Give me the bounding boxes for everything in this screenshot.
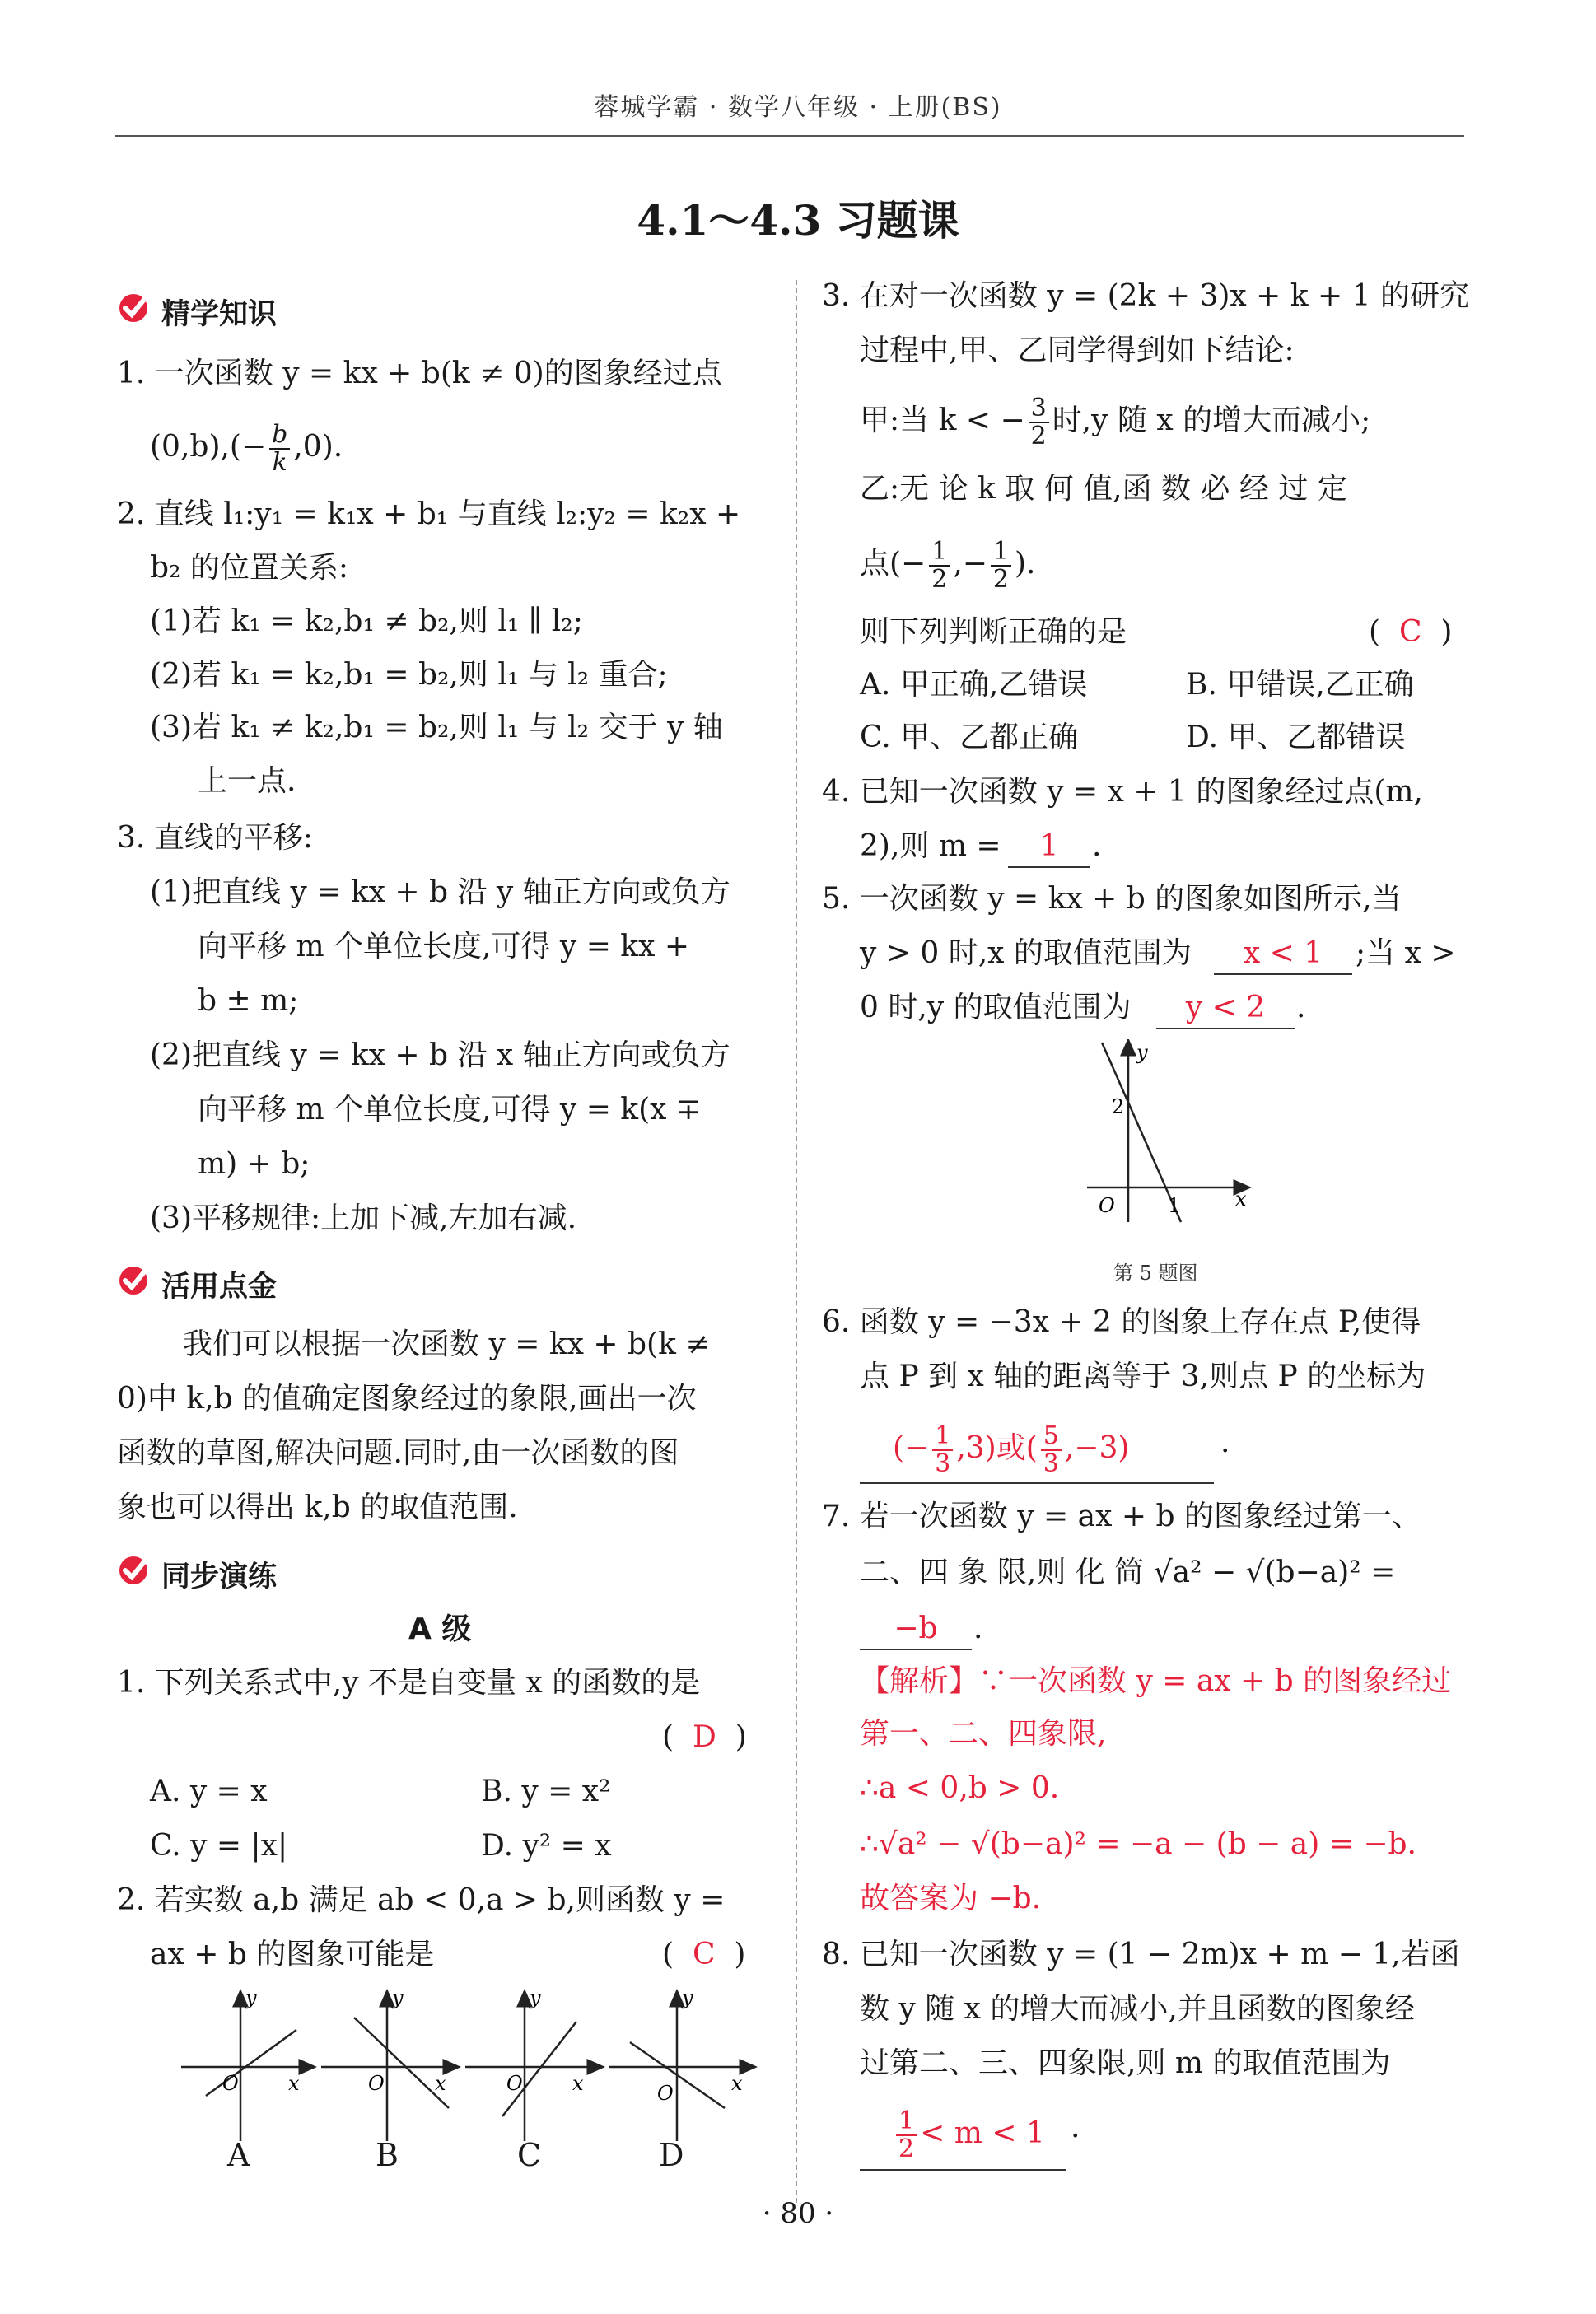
graph-label-d: D	[659, 2137, 684, 2173]
section-knowledge: 精学知识	[161, 298, 278, 331]
knowledge-2-item2: (2)若 k₁ = k₂,b₁ = b₂,则 l₁ 与 l₂ 重合;	[150, 658, 668, 692]
question-1: 1. 下列关系式中,y 不是自变量 x 的函数的是	[117, 1666, 701, 1700]
q7-solution-line5: 故答案为 −b.	[860, 1882, 1042, 1915]
question-3-prompt: 则下列判断正确的是	[860, 615, 1127, 649]
question-8-line2: 数 y 随 x 的增大而减小,并且函数的图象经	[860, 1992, 1415, 2026]
question-5-answer-1: x < 1	[1214, 934, 1352, 975]
q3-choice-b: B. 甲错误,乙正确	[1186, 668, 1414, 702]
knowledge-3-item3: (3)平移规律:上加下减,左加右减.	[150, 1201, 577, 1235]
knowledge-2-item3: (3)若 k₁ ≠ k₂,b₁ = b₂,则 l₁ 与 l₂ 交于 y 轴	[150, 711, 723, 744]
question-5-line3: 0 时,y 的取值范围为	[860, 991, 1132, 1024]
q2-graph-options	[173, 1985, 766, 2149]
question-7-period: .	[973, 1612, 983, 1645]
question-5-line2-tail: ;当 x >	[1356, 936, 1456, 970]
q7-solution-line3: ∴a < 0,b > 0.	[860, 1771, 1060, 1805]
knowledge-2-line2: b₂ 的位置关系:	[150, 551, 349, 585]
section-apply: 活用点金	[161, 1271, 278, 1304]
question-4-line2: 2),则 m =	[860, 829, 1001, 863]
check-badge-icon	[117, 290, 152, 324]
knowledge-3-line1: 3. 直线的平移:	[117, 821, 313, 855]
q5-figure	[1079, 1039, 1252, 1225]
svg-text:O: O	[222, 2072, 239, 2095]
svg-text:O: O	[1099, 1194, 1115, 1217]
question-3-line2: 过程中,甲、乙同学得到如下结论:	[860, 334, 1295, 367]
question-5-answer-2: y < 2	[1156, 988, 1295, 1029]
svg-text:x: x	[731, 2072, 743, 2095]
question-4-line1: 4. 已知一次函数 y = x + 1 的图象经过点(m,	[822, 775, 1423, 809]
question-2-line1: 2. 若实数 a,b 满足 ab < 0,a > b,则函数 y =	[117, 1883, 726, 1917]
page-number: · 80 ·	[762, 2197, 834, 2230]
svg-text:y: y	[392, 1986, 404, 2009]
q3-choice-a: A. 甲正确,乙错误	[860, 668, 1088, 702]
knowledge-2-item1: (1)若 k₁ = k₂,b₁ ≠ b₂,则 l₁ ∥ l₂;	[150, 604, 583, 638]
question-5-line2: y > 0 时,x 的取值范围为	[860, 936, 1192, 970]
q1-choice-a: A. y = x	[150, 1775, 268, 1808]
svg-text:x: x	[1235, 1187, 1247, 1211]
level-heading: A 级	[408, 1612, 472, 1646]
question-3-statement-yi: 乙:无 论 k 取 何 值,函 数 必 经 过 定	[860, 472, 1347, 506]
knowledge-1-line2: (0,b),(− $\frac{b}{k}$ ,0).	[150, 420, 343, 477]
q1-choice-c: C. y = |x|	[150, 1829, 288, 1863]
apply-paragraph-line3: 函数的草图,解决问题.同时,由一次函数的图	[117, 1436, 679, 1470]
knowledge-1-line1: 1. 一次函数 y = kx + b(k ≠ 0)的图象经过点	[117, 357, 722, 390]
section-practice: 同步演练	[161, 1561, 278, 1593]
graph-label-b: B	[376, 2137, 399, 2173]
svg-text:x: x	[435, 2072, 446, 2095]
question-7-line1: 7. 若一次函数 y = ax + b 的图象经过第一、	[822, 1500, 1421, 1533]
column-divider	[796, 280, 797, 2203]
svg-text:y: y	[245, 1986, 257, 2009]
question-5-line1: 5. 一次函数 y = kx + b 的图象如图所示,当	[822, 882, 1402, 916]
header-rule	[115, 135, 1464, 137]
question-5-period: .	[1296, 991, 1306, 1024]
graph-b	[321, 1986, 453, 2141]
question-8-period: .	[1071, 2111, 1080, 2144]
apply-paragraph-line4: 象也可以得出 k,b 的取值范围.	[117, 1491, 518, 1524]
knowledge-3-item1-cont2: b ± m;	[198, 984, 299, 1018]
svg-text:2: 2	[1112, 1095, 1125, 1118]
question-6-answer-underline	[860, 1482, 1214, 1484]
q1-choice-b: B. y = x²	[481, 1775, 611, 1808]
svg-text:1: 1	[1168, 1194, 1181, 1217]
check-badge-icon	[117, 1552, 152, 1587]
question-3-line1: 3. 在对一次函数 y = (2k + 3)x + k + 1 的研究	[822, 279, 1469, 313]
question-1-answer: ( D )	[662, 1720, 747, 1754]
knowledge-3-item2: (2)把直线 y = kx + b 沿 x 轴正方向或负方	[150, 1038, 730, 1072]
question-8-line3: 过第二、三、四象限,则 m 的取值范围为	[860, 2046, 1391, 2080]
q3-choice-c: C. 甲、乙都正确	[860, 721, 1079, 754]
question-8-line1: 8. 已知一次函数 y = (1 − 2m)x + m − 1,若函	[822, 1938, 1460, 1971]
q7-solution-line4: ∴√a² − √(b−a)² = −a − (b − a) = −b.	[860, 1827, 1417, 1861]
question-4-period: .	[1092, 829, 1102, 863]
question-3-answer: ( C )	[1369, 615, 1453, 649]
knowledge-3-item2-cont2: m) + b;	[198, 1147, 310, 1181]
question-3-statement-jia: 甲:当 k < − $\frac{3}{2}$ 时,y 随 x 的增大而减小;	[860, 394, 1371, 450]
question-2-answer: ( C )	[662, 1938, 746, 1971]
q1-choice-d: D. y² = x	[481, 1829, 612, 1863]
q7-solution-line1: 【解析】∵一次函数 y = ax + b 的图象经过	[860, 1664, 1452, 1698]
svg-text:y: y	[1136, 1041, 1148, 1064]
svg-text:O: O	[506, 2072, 523, 2095]
svg-text:y: y	[530, 1986, 541, 2009]
q7-solution-line2: 第一、二、四象限,	[860, 1717, 1107, 1751]
apply-paragraph-line1: 我们可以根据一次函数 y = kx + b(k ≠	[183, 1327, 711, 1361]
graph-d	[609, 1986, 749, 2141]
knowledge-3-item2-cont1: 向平移 m 个单位长度,可得 y = k(x ∓	[198, 1093, 702, 1127]
question-6-period: .	[1220, 1425, 1230, 1459]
question-7-answer: −b	[860, 1609, 972, 1650]
question-6-answer: (− $\frac{1}{3}$ ,3)或( $\frac{5}{3}$ ,−3)	[893, 1421, 1130, 1478]
question-8-answer: $\frac{1}{2}$ < m < 1	[893, 2108, 1045, 2162]
check-badge-icon	[117, 1262, 152, 1297]
question-3-statement-yi-cont: 点(− $\frac{1}{2}$ ,− $\frac{1}{2}$ ).	[860, 537, 1036, 594]
graph-label-c: C	[517, 2137, 542, 2173]
q3-choice-d: D. 甲、乙都错误	[1186, 721, 1406, 754]
knowledge-3-item1-cont1: 向平移 m 个单位长度,可得 y = kx +	[198, 930, 690, 963]
question-6-line2: 点 P 到 x 轴的距离等于 3,则点 P 的坐标为	[860, 1360, 1426, 1393]
apply-paragraph-line2: 0)中 k,b 的值确定图象经过的象限,画出一次	[117, 1382, 697, 1416]
graph-a	[181, 1986, 309, 2141]
knowledge-2-item3-cont: 上一点.	[198, 764, 296, 798]
question-2-line2: ax + b 的图象可能是	[150, 1938, 435, 1971]
knowledge-3-item1: (1)把直线 y = kx + b 沿 y 轴正方向或负方	[150, 875, 730, 909]
question-4-answer: 1	[1008, 827, 1090, 868]
svg-text:O: O	[368, 2072, 385, 2095]
figure-caption: 第 5 题图	[1113, 1262, 1198, 1285]
graph-c	[465, 1986, 597, 2141]
page-title: 4.1～4.3 习题课	[637, 196, 959, 245]
question-8-answer-underline	[860, 2169, 1066, 2171]
svg-text:x: x	[572, 2072, 584, 2095]
question-7-line2: 二、四 象 限,则 化 简 √a² − √(b−a)² =	[860, 1556, 1396, 1589]
svg-text:y: y	[682, 1986, 693, 2009]
running-header: 蓉城学霸 · 数学八年级 · 上册(BS)	[594, 93, 1002, 122]
graph-label-a: A	[227, 2137, 250, 2173]
question-6-line1: 6. 函数 y = −3x + 2 的图象上存在点 P,使得	[822, 1305, 1421, 1339]
knowledge-2-line1: 2. 直线 l₁:y₁ = k₁x + b₁ 与直线 l₂:y₂ = k₂x +	[117, 497, 741, 531]
svg-text:O: O	[657, 2082, 674, 2105]
svg-text:x: x	[288, 2072, 300, 2095]
